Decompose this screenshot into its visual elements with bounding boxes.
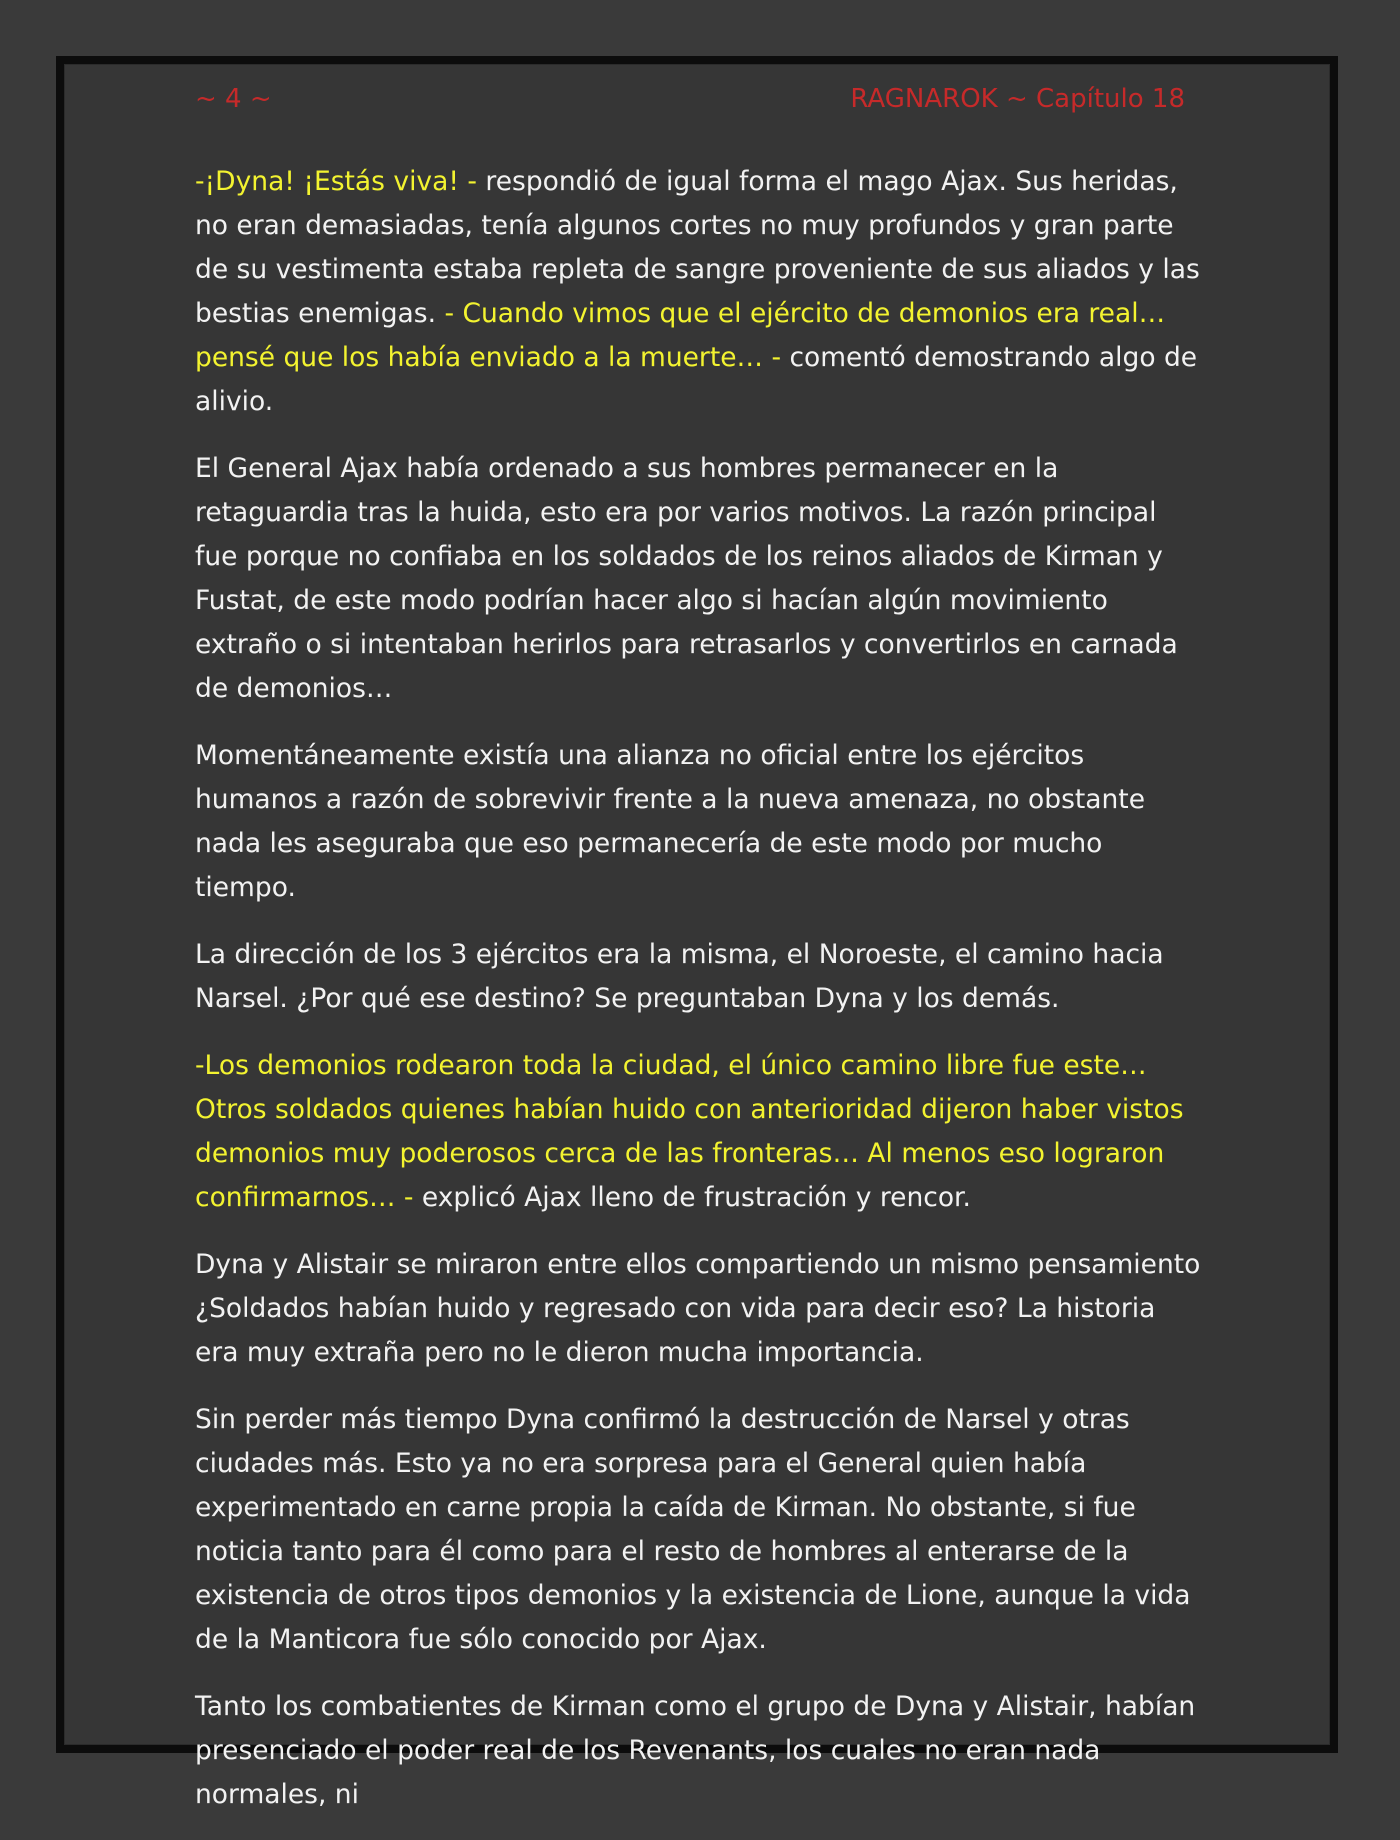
dialogue-text: -¡Dyna! ¡Estás viva! - — [195, 166, 477, 197]
dialogue-text: - Cuando vimos que el ejército de demonios era real… pensé que los había enviado a la muerte… - — [195, 298, 1166, 373]
narration-text: comentó demostrando algo de alivio. — [195, 342, 1198, 417]
paragraph — [195, 1398, 1205, 1662]
paragraph — [195, 1243, 1205, 1375]
paragraph — [195, 447, 1205, 711]
narration-text: Momentáneamente existía una alianza no oficial entre los ejércitos humanos a razón de sobrevivir frente a la nueva amenaza, no obstante nada les aseguraba que eso permanecería de este modo por mucho tiempo. — [195, 740, 1146, 903]
page-header — [195, 84, 1185, 124]
dialogue-text: -Los demonios rodearon toda la ciudad, el único camino libre fue este… Otros soldados quienes habían huido con anterioridad dijeron haber vistos demonios muy poderosos cerca de las fronteras… Al menos eso lograron confirmarnos… - — [195, 1050, 1184, 1213]
narration-text: Dyna y Alistair se miraron entre ellos compartiendo un mismo pensamiento ¿Soldados habían huido y regresado con vida para decir eso? La historia era muy extraña pero no le dieron mucha importancia. — [195, 1249, 1201, 1368]
narration-text: La dirección de los 3 ejércitos era la misma, el Noroeste, el camino hacia Narsel. ¿Por qué ese destino? Se preguntaban Dyna y los demás. — [195, 939, 1164, 1014]
narration-text: respondió de igual forma el mago Ajax. Sus heridas, no eran demasiadas, tenía algunos cortes no muy profundos y gran parte de su vestimenta estaba repleta de sangre proveniente de sus aliados y las bestias enemigas. — [195, 166, 1200, 329]
running-title: RAGNAROK ~ Capítulo 18 — [850, 84, 1185, 114]
paragraph — [195, 933, 1205, 1021]
paragraph — [195, 734, 1205, 910]
narration-text: El General Ajax había ordenado a sus hombres permanecer en la retaguardia tras la huida, esto era por varios motivos. La razón principal fue porque no confiaba en los soldados de los reinos aliados de Kirman y Fustat, de este modo podrían hacer algo si hacían algún movimiento extraño o si intentaban herirlos para retrasarlos y convertirlos en carnada de demonios… — [195, 453, 1178, 704]
paragraph — [195, 160, 1205, 424]
narration-text: explicó Ajax lleno de frustración y rencor. — [413, 1182, 971, 1213]
chapter-body — [195, 160, 1205, 1840]
paragraph — [195, 1044, 1205, 1220]
page-number: ~ 4 ~ — [195, 84, 272, 114]
narration-text: Sin perder más tiempo Dyna confirmó la destrucción de Narsel y otras ciudades más. Esto ya no era sorpresa para el General quien había experimentado en carne propia la caída de Kirman. No obstante, si fue noticia tanto para él como para el resto de hombres al enterarse de la existencia de otros tipos demonios y la existencia de Lione, aunque la vida de la Manticora fue sólo conocido por Ajax. — [195, 1404, 1191, 1655]
narration-text: Tanto los combatientes de Kirman como el grupo de Dyna y Alistair, habían presenciado el poder real de los Revenants, los cuales no eran nada normales, ni — [195, 1691, 1196, 1810]
paragraph — [195, 1685, 1205, 1817]
